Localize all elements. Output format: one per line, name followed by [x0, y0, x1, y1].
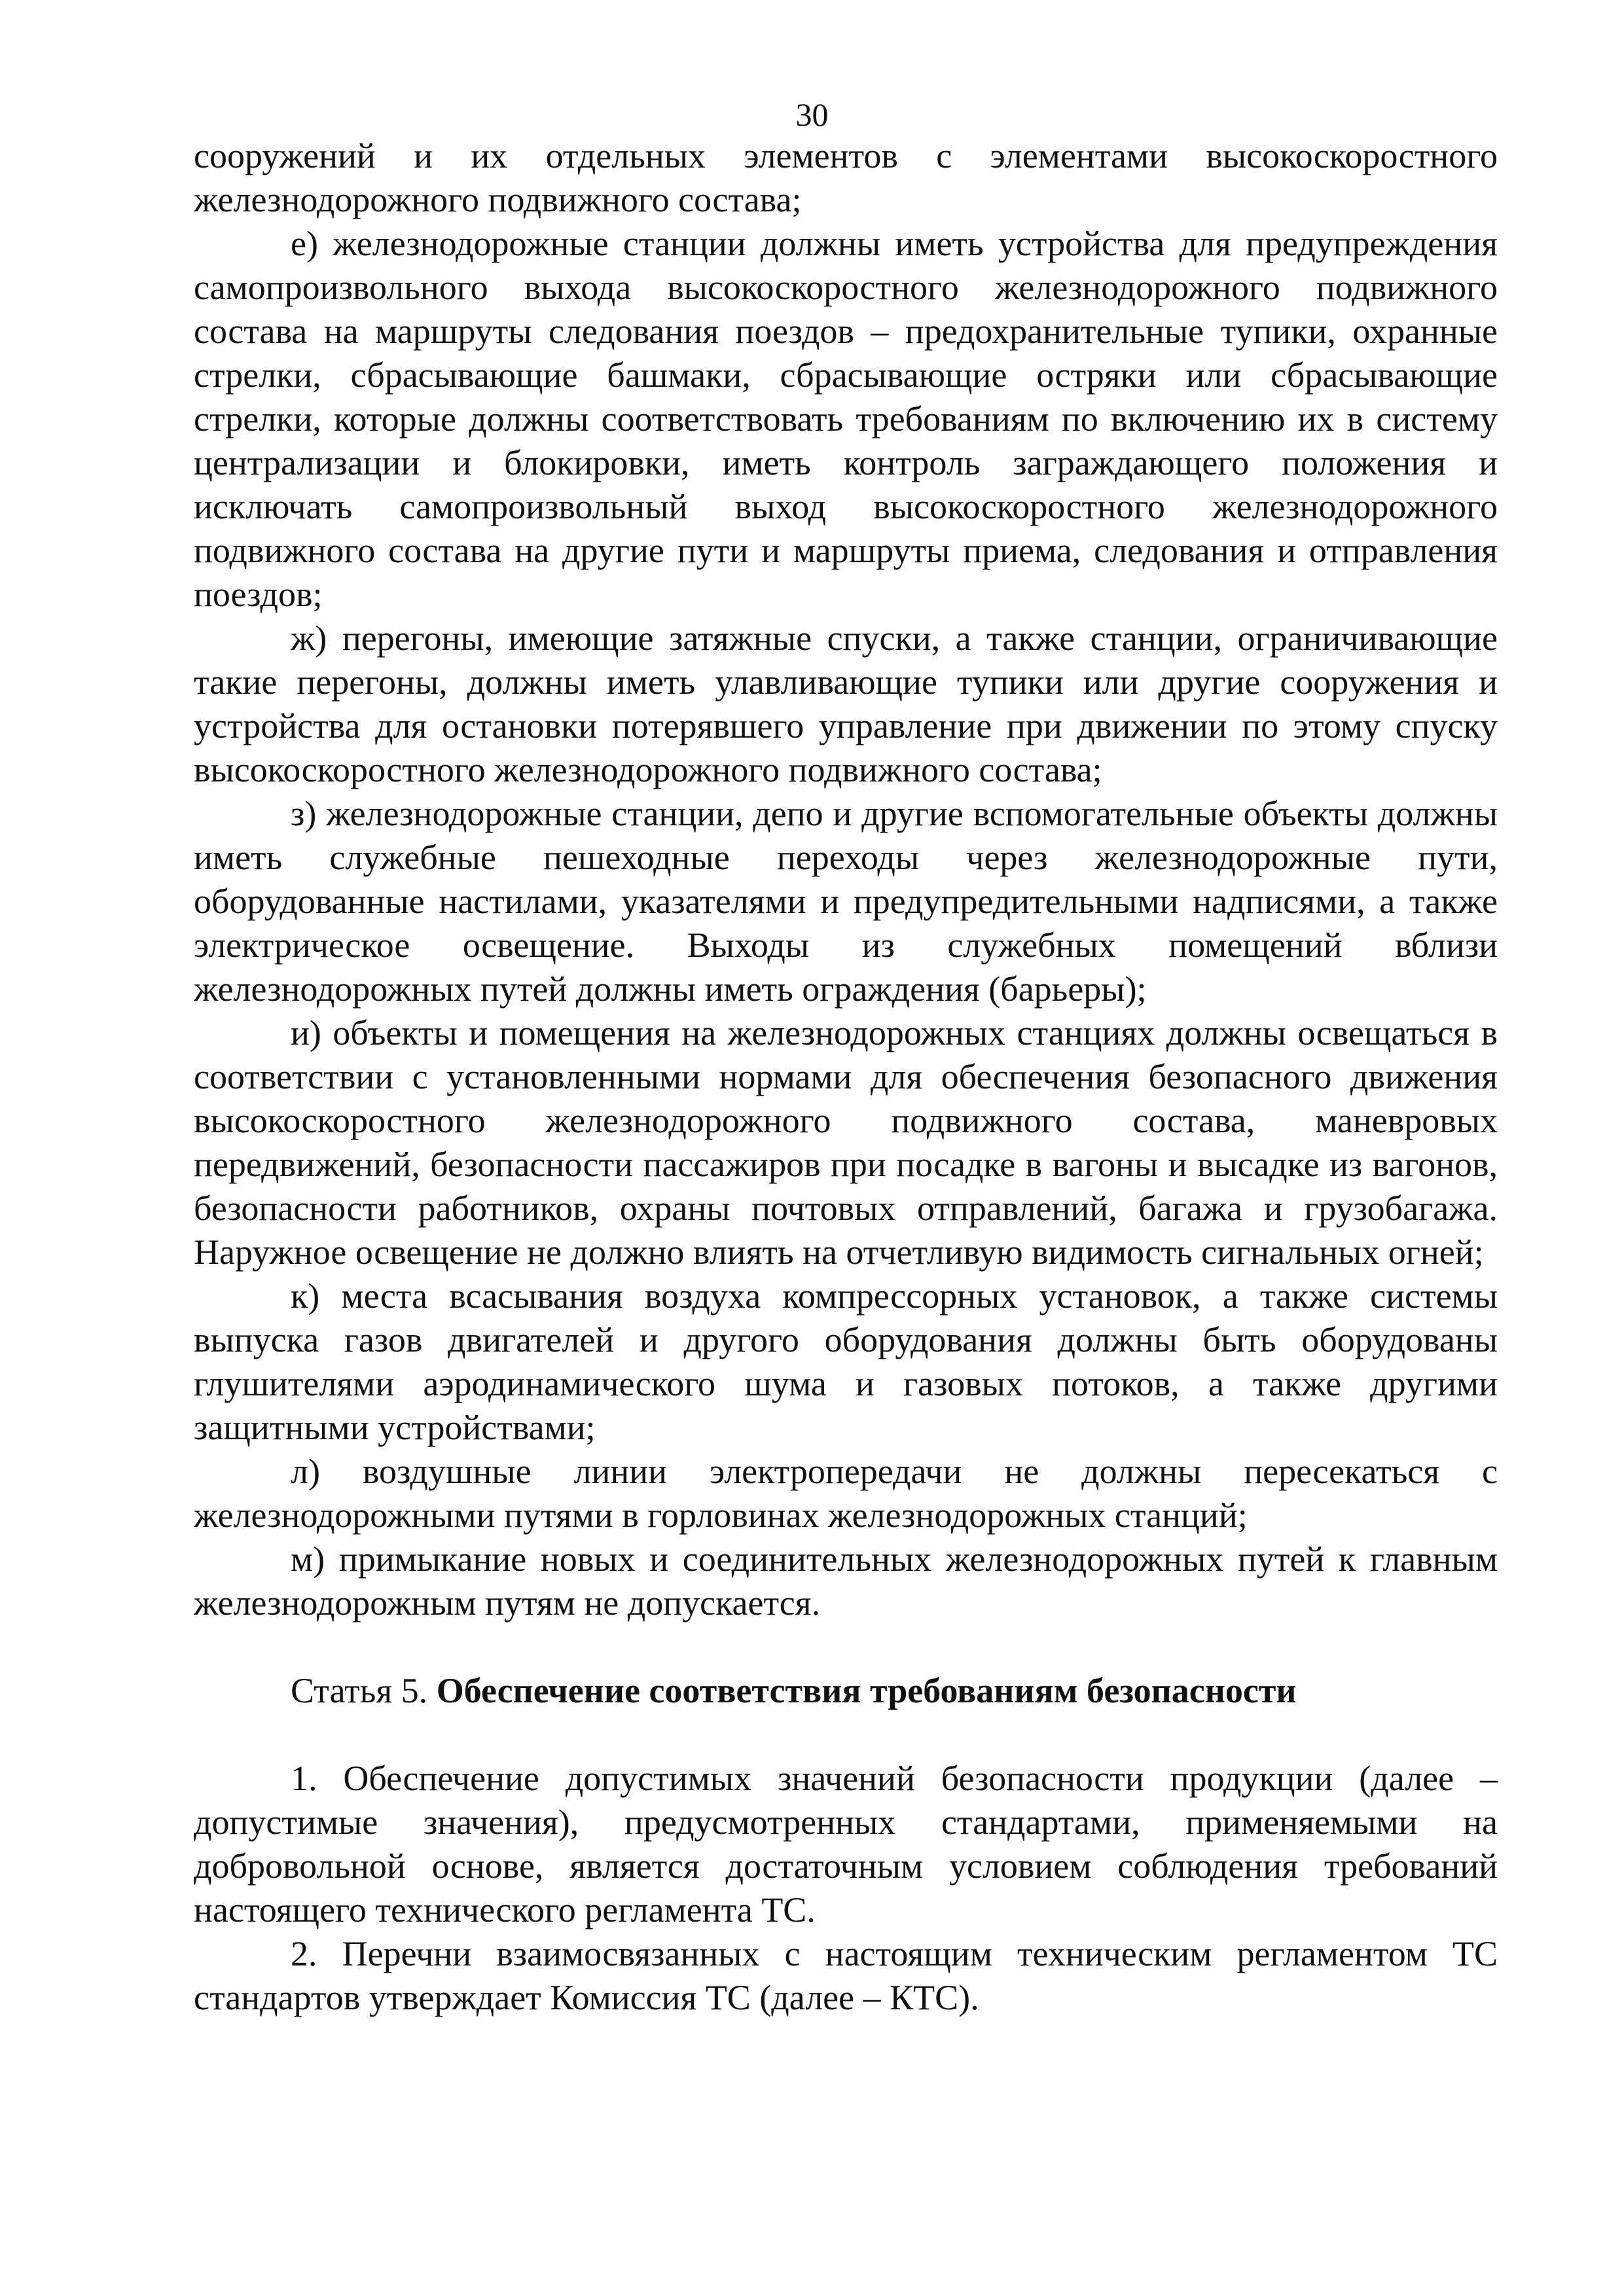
document-body — [194, 134, 1498, 2020]
paragraph: 2. Перечни взаимосвязанных с настоящим техническим регламентом ТС стандартов утверждает Комиссия ТС (далее – КТС). — [194, 1934, 1498, 2017]
paragraph: 1. Обеспечение допустимых значений безопасности продукции (далее – допустимые значения), предусмотренных стандартами, применяемыми на добровольной основе, является достаточным условием соблюдения требований настоящего технического регламента ТС. — [194, 1759, 1498, 1929]
paragraph: л) воздушные линии электропередачи не должны пересекаться с железнодорожными путями в горловинах железнодорожных станций; — [194, 1452, 1498, 1535]
article-heading — [194, 1669, 1498, 1713]
paragraph: к) места всасывания воздуха компрессорных установок, а также системы выпуска газов двигателей и другого оборудования должны быть оборудованы глушителями аэродинамического шума и газовых потоков, а также другими защитными устройствами; — [194, 1276, 1498, 1447]
paragraph: ж) перегоны, имеющие затяжные спуски, а также станции, ограничивающие такие перегоны, должны иметь улавливающие тупики или другие сооружения и устройства для остановки потерявшего управление при движении по этому спуску высокоскоростного железнодорожного подвижного состава; — [194, 619, 1498, 789]
article-paragraphs — [194, 1757, 1498, 2020]
page-number: 30 — [795, 96, 829, 133]
requirements-list — [194, 134, 1498, 1625]
paragraph: м) примыкание новых и соединительных железнодорожных путей к главным железнодорожным путям не допускается. — [194, 1539, 1498, 1623]
article-title: Обеспечение соответствия требованиям безопасности — [436, 1671, 1297, 1710]
paragraph: з) железнодорожные станции, депо и другие вспомогательные объекты должны иметь служебные пешеходные переходы через железнодорожные пути, оборудованные настилами, указателями и предупредительными надписями, а также электрическое освещение. Выходы из служебных помещений вблизи железнодорожных путей должны иметь ограждения (барьеры); — [194, 794, 1498, 1009]
paragraph: и) объекты и помещения на железнодорожных станциях должны освещаться в соответствии с установленными нормами для обеспечения безопасного движения высокоскоростного железнодорожного подвижного состава, маневровых передвижений, безопасности пассажиров при посадке в вагоны и высадке из вагонов, безопасности работников, охраны почтовых отправлений, багажа и грузобагажа. Наружное освещение не должно влиять на отчетливую видимость сигнальных огней; — [194, 1013, 1498, 1272]
article-label: Статья 5. — [291, 1671, 437, 1710]
paragraph: сооружений и их отдельных элементов с элементами высокоскоростного железнодорожного подвижного состава; — [194, 136, 1498, 219]
paragraph: е) железнодорожные станции должны иметь устройства для предупреждения самопроизвольного выхода высокоскоростного железнодорожного подвижного состава на маршруты следования поездов – предохранительные тупики, охранные стрелки, сбрасывающие башмаки, сбрасывающие остряки или сбрасывающие стрелки, которые должны соответствовать требованиям по включению их в систему централизации и блокировки, иметь контроль заграждающего положения и исключать самопроизвольный выход высокоскоростного железнодорожного подвижного состава на другие пути и маршруты приема, следования и отправления поездов; — [194, 224, 1498, 614]
